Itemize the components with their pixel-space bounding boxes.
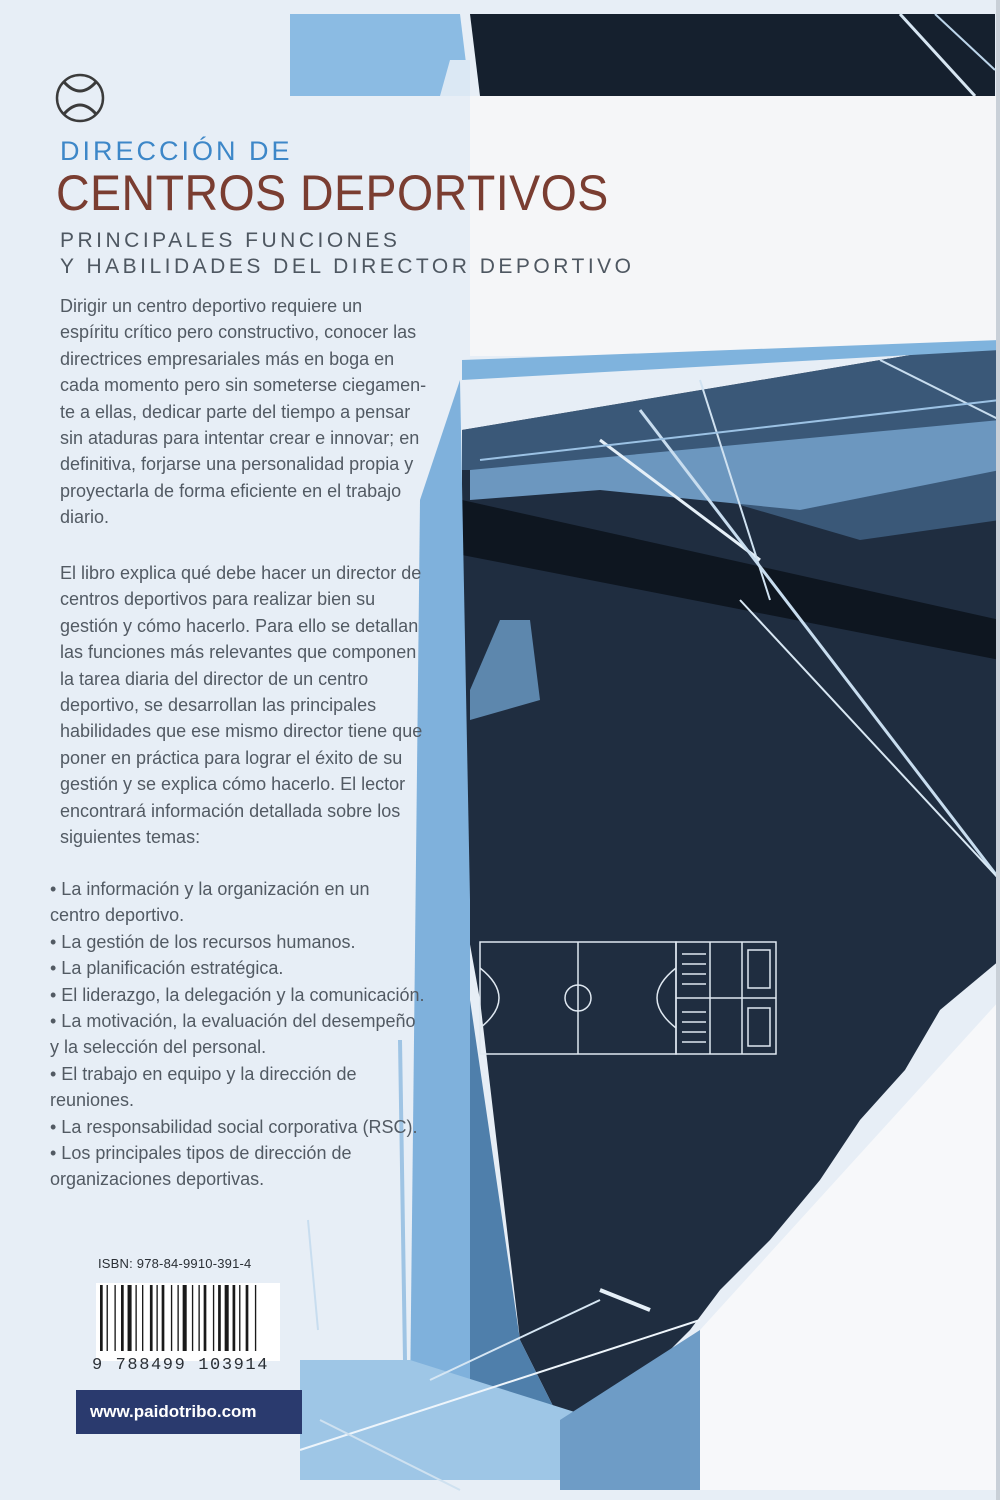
text-line: sin ataduras para intentar crear e innovar; en — [60, 428, 420, 449]
list-item — [50, 1061, 480, 1114]
list-item — [50, 1008, 480, 1061]
text-line: encontrará información detallada sobre los — [60, 800, 401, 821]
subtitle-line: Y HABILIDADES DEL DIRECTOR DEPORTIVO — [60, 255, 635, 278]
text-line: • La planificación estratégica. — [50, 958, 284, 979]
text-line: • El trabajo en equipo y la dirección de — [50, 1063, 357, 1084]
text-line: siguientes temas: — [60, 827, 201, 848]
text-line: diario. — [60, 507, 110, 528]
text-line: poner en práctica para lograr el éxito de su — [60, 747, 403, 768]
text-line: te a ellas, dedicar parte del tiempo a pensar — [60, 401, 411, 422]
text-line: y la selección del personal. — [50, 1037, 267, 1058]
text-line: la tarea diaria del director de un centro — [60, 668, 369, 689]
text-line: cada momento pero sin someterse ciegamen- — [60, 375, 427, 396]
text-line: espíritu crítico pero constructivo, conocer las — [60, 322, 417, 343]
text-line: habilidades que ese mismo director tiene que — [60, 721, 423, 742]
publisher-website: www.paidotribo.com — [90, 1402, 257, 1421]
title-kicker: DIRECCIÓN DE — [60, 136, 293, 166]
text-line: deportivo, se desarrollan las principales — [60, 695, 377, 716]
text-line: reuniones. — [50, 1090, 135, 1111]
book-title: CENTROS DEPORTIVOS — [56, 165, 609, 221]
text-line: Dirigir un centro deportivo requiere un — [60, 296, 363, 316]
text-line: gestión y cómo hacerlo. Para ello se detallan — [60, 615, 419, 636]
blurb-paragraph-2 — [60, 560, 470, 850]
text-line: • La gestión de los recursos humanos. — [50, 931, 356, 952]
text-line: El libro explica qué debe hacer un director de — [60, 563, 422, 583]
sports-court-plan-icon — [478, 940, 782, 1056]
text-line: • La responsabilidad social corporativa (RSC). — [50, 1116, 418, 1137]
barcode-icon — [96, 1283, 280, 1361]
text-line: centros deportivos para realizar bien su — [60, 589, 376, 610]
text-line: definitiva, forjarse una personalidad propia y — [60, 454, 414, 475]
list-item — [50, 929, 480, 955]
subtitle-line: PRINCIPALES FUNCIONES — [60, 229, 401, 252]
ean-number: 9 788499 103914 — [92, 1356, 270, 1375]
text-line: proyectarla de forma eficiente en el trabajo — [60, 480, 402, 501]
text-line: • La información y la organización en un — [50, 879, 370, 899]
text-line: directrices empresariales más en boga en — [60, 348, 395, 369]
topics-list — [50, 876, 480, 1193]
list-item — [50, 955, 480, 981]
isbn-label: ISBN: 978-84-9910-391-4 — [98, 1256, 252, 1271]
list-item — [50, 1114, 480, 1140]
text-line: • El liderazgo, la delegación y la comunicación. — [50, 984, 425, 1005]
list-item — [50, 1140, 480, 1193]
text-line: organizaciones deportivas. — [50, 1169, 265, 1190]
text-line: centro deportivo. — [50, 905, 185, 926]
book-subtitle — [60, 228, 635, 280]
publisher-logo-icon — [52, 70, 108, 126]
text-line: • La motivación, la evaluación del desempeño — [50, 1011, 416, 1032]
list-item — [50, 982, 480, 1008]
text-line: las funciones más relevantes que componen — [60, 642, 417, 663]
text-line: gestión y se explica cómo hacerlo. El lector — [60, 774, 406, 795]
list-item — [50, 876, 480, 929]
blurb-paragraph-1 — [60, 293, 470, 531]
text-line: • Los principales tipos de dirección de — [50, 1143, 352, 1164]
